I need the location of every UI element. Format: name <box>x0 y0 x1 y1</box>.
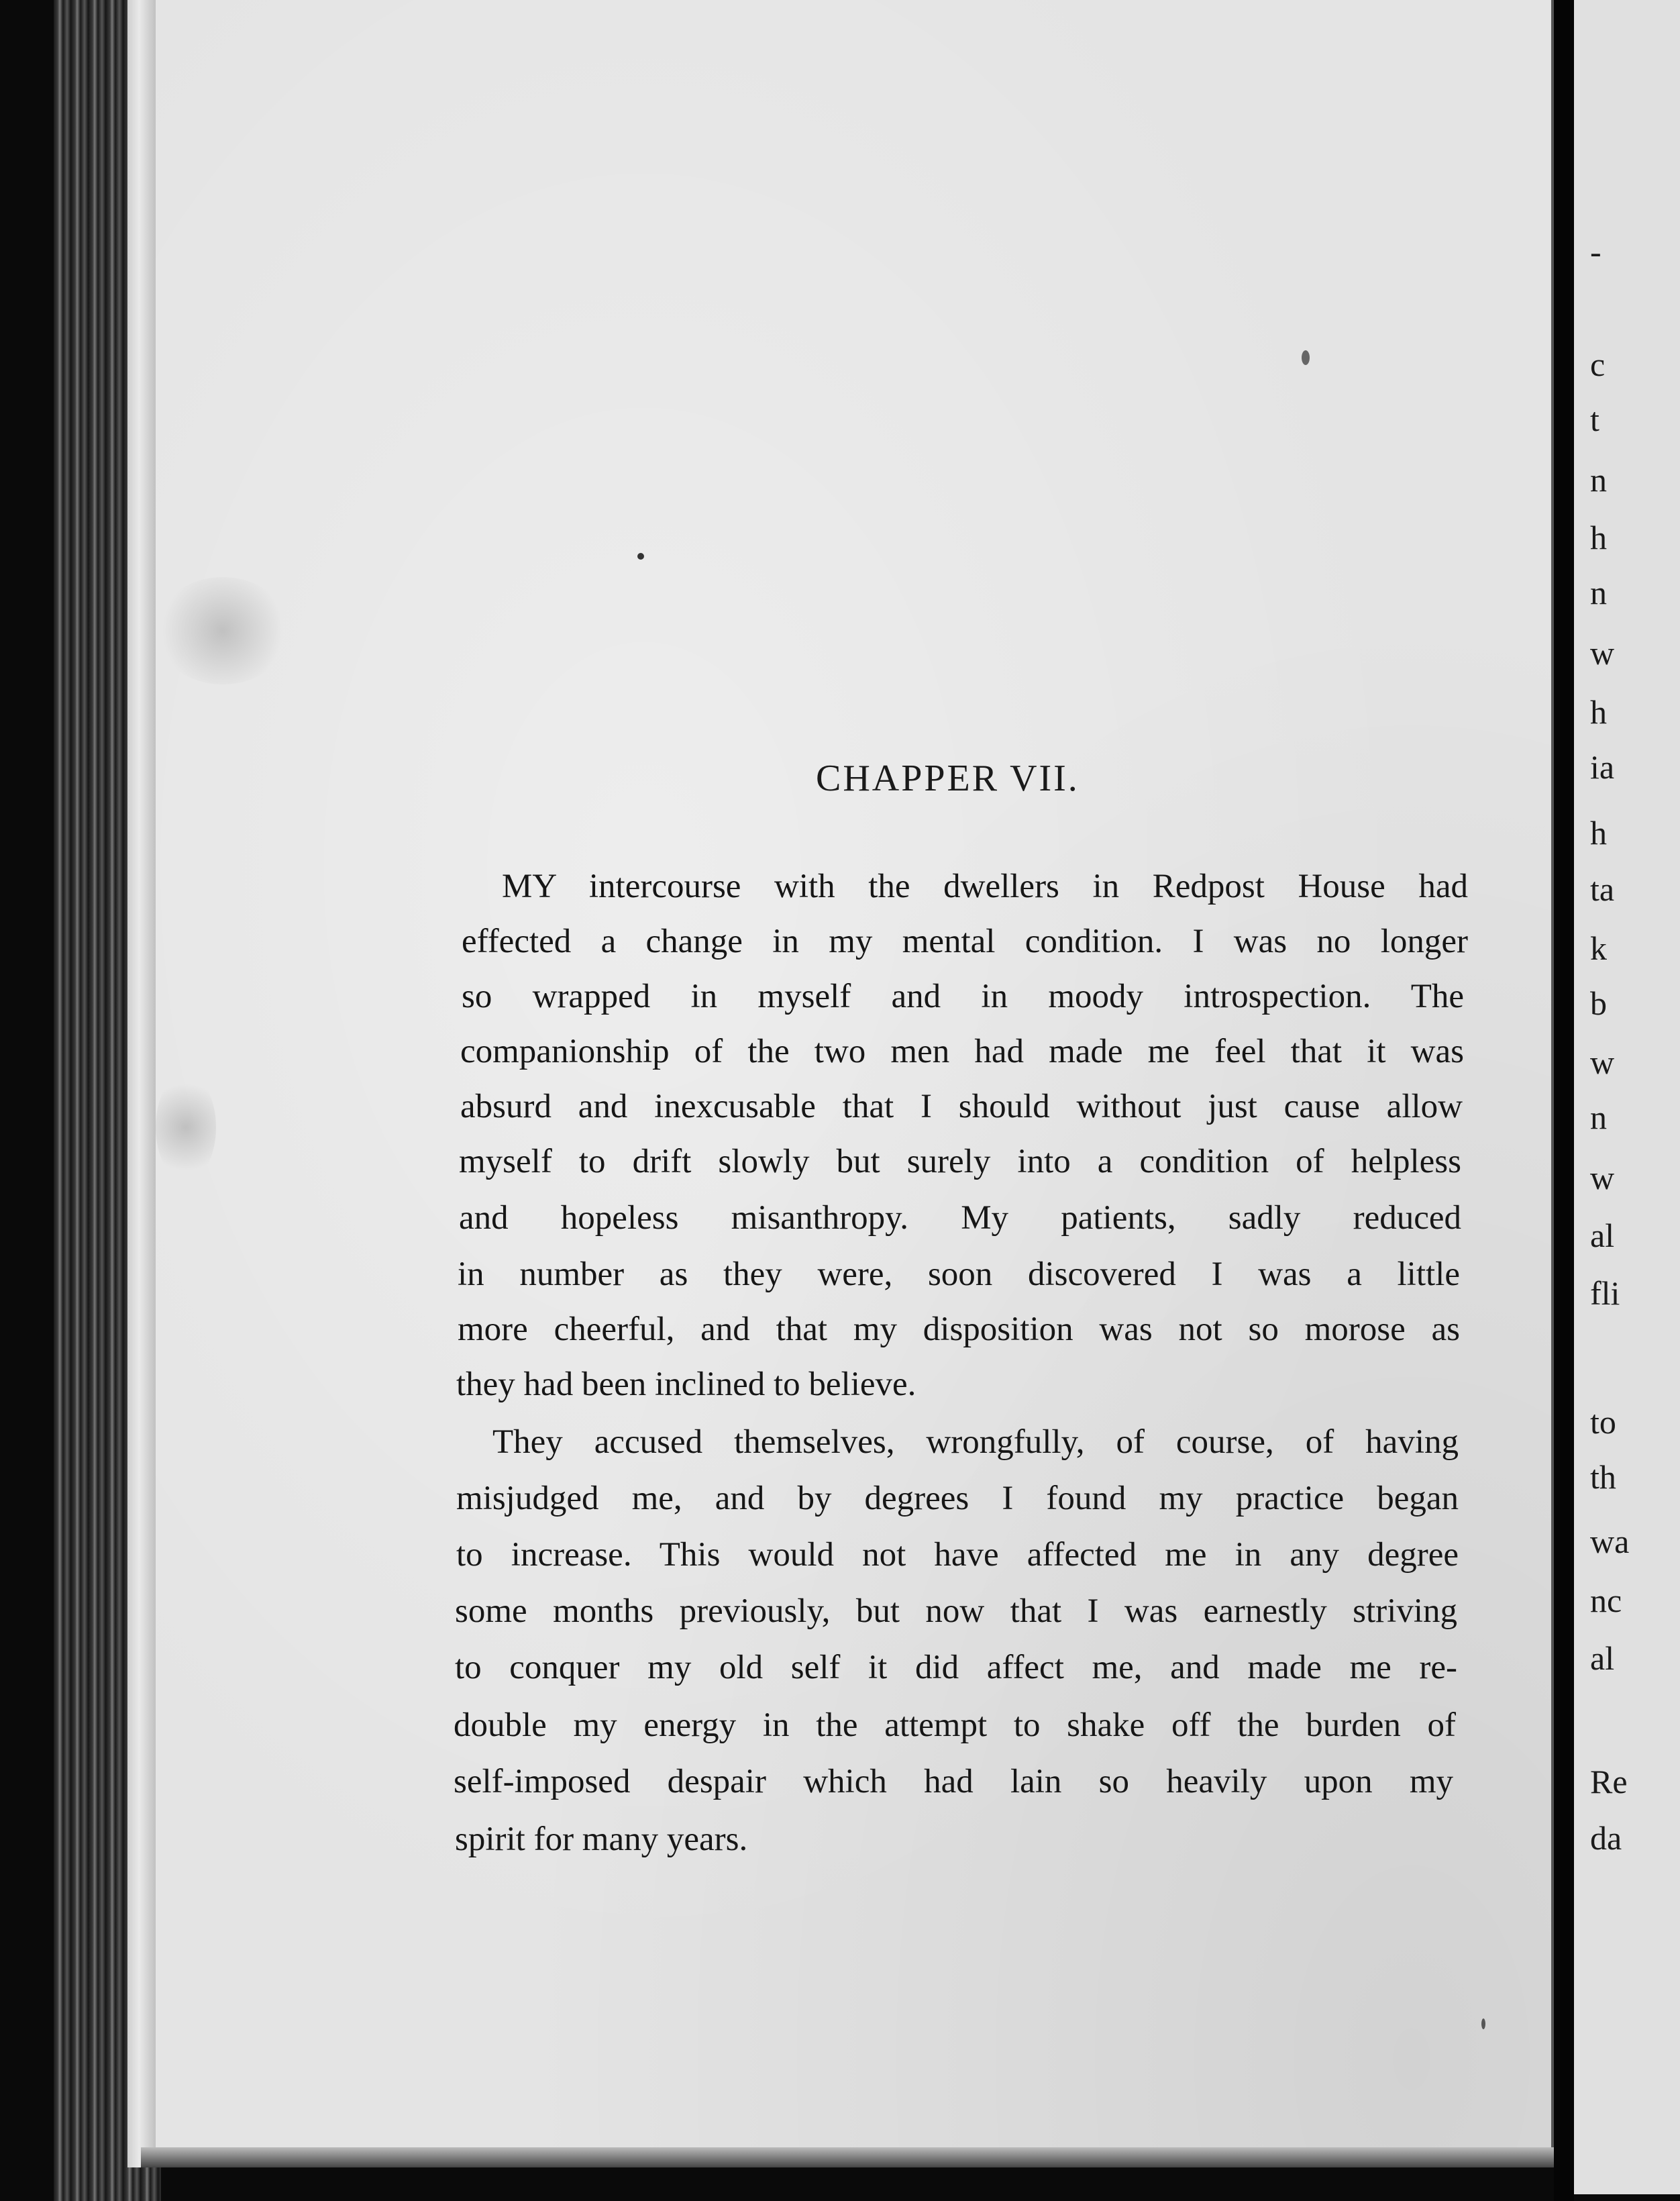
facing-page-fragment: t <box>1590 401 1599 438</box>
facing-page-fragment: al <box>1590 1639 1615 1677</box>
facing-page-fragment: w <box>1590 634 1615 672</box>
facing-page-fragment: n <box>1590 1098 1607 1136</box>
facing-page-fragment: nc <box>1590 1582 1622 1619</box>
text-line: companionship of the two men had made me feel that it was <box>460 1033 1464 1070</box>
text-line: to conquer my old self it did affect me, and made me re- <box>455 1649 1457 1686</box>
facing-page-fragment: al <box>1590 1217 1615 1254</box>
book-gutter <box>1554 0 1574 2201</box>
facing-page-fragment: ia <box>1590 748 1615 786</box>
text-line: absurd and inexcusable that I should without just cause allow <box>460 1088 1463 1125</box>
text-line: they had been inclined to believe. <box>456 1366 916 1403</box>
text-line: double my energy in the attempt to shake off the burden of <box>454 1706 1456 1744</box>
text-line: self-imposed despair which had lain so heavily upon my <box>454 1763 1453 1800</box>
facing-page-fragment: h <box>1590 519 1607 556</box>
facing-page-fragment: h <box>1590 814 1607 852</box>
stain <box>156 1074 216 1181</box>
chapter-title: CHAPPER VII. <box>816 758 1080 799</box>
facing-page-fragment: n <box>1590 574 1607 611</box>
facing-page-fragment: ta <box>1590 870 1615 908</box>
text-line: so wrapped in myself and in moody introspection. The <box>462 978 1464 1015</box>
facing-page-fragment: da <box>1590 1819 1622 1857</box>
text-line: to increase. This would not have affected me in any degree <box>456 1536 1459 1574</box>
text-line: in number as they were, soon discovered I was a little <box>458 1256 1460 1293</box>
text-line: some months previously, but now that I was earnestly striving <box>455 1592 1457 1630</box>
facing-page-fragment: c <box>1590 346 1606 383</box>
page-edge-highlight <box>127 0 157 2167</box>
ink-speck <box>637 553 644 560</box>
facing-page-fragment: w <box>1590 1043 1615 1081</box>
facing-page-fragment: fli <box>1590 1274 1620 1312</box>
text-line: misjudged me, and by degrees I found my practice began <box>456 1480 1459 1517</box>
text-line: myself to drift slowly but surely into a condition of helpless <box>459 1143 1461 1180</box>
facing-page-fragment: wa <box>1590 1523 1630 1560</box>
stain <box>156 577 290 684</box>
ink-speck <box>1481 2018 1485 2029</box>
facing-page-fragment: n <box>1590 461 1607 499</box>
facing-page-fragment: b <box>1590 984 1607 1022</box>
facing-page-fragment: - <box>1590 233 1602 270</box>
text-line: spirit for many years. <box>455 1821 748 1858</box>
facing-page-fragment: Re <box>1590 1763 1628 1800</box>
facing-page-fragment: k <box>1590 929 1607 967</box>
text-line: MY intercourse with the dwellers in Redpost House had <box>502 868 1468 905</box>
text-line: They accused themselves, wrongfully, of course, of having <box>492 1423 1459 1461</box>
page-bottom-edge <box>141 2147 1557 2167</box>
left-page <box>156 0 1554 2167</box>
text-line: and hopeless misanthropy. My patients, sadly reduced <box>459 1199 1461 1237</box>
facing-page-fragment: h <box>1590 693 1607 731</box>
ink-speck <box>1302 350 1310 365</box>
facing-page <box>1574 0 1680 2194</box>
facing-page-fragment: w <box>1590 1159 1615 1196</box>
text-line: effected a change in my mental condition. I was no longer <box>462 923 1468 960</box>
facing-page-fragment: to <box>1590 1403 1616 1441</box>
text-line: more cheerful, and that my disposition was not so morose as <box>458 1311 1460 1348</box>
facing-page-fragment: th <box>1590 1458 1616 1496</box>
